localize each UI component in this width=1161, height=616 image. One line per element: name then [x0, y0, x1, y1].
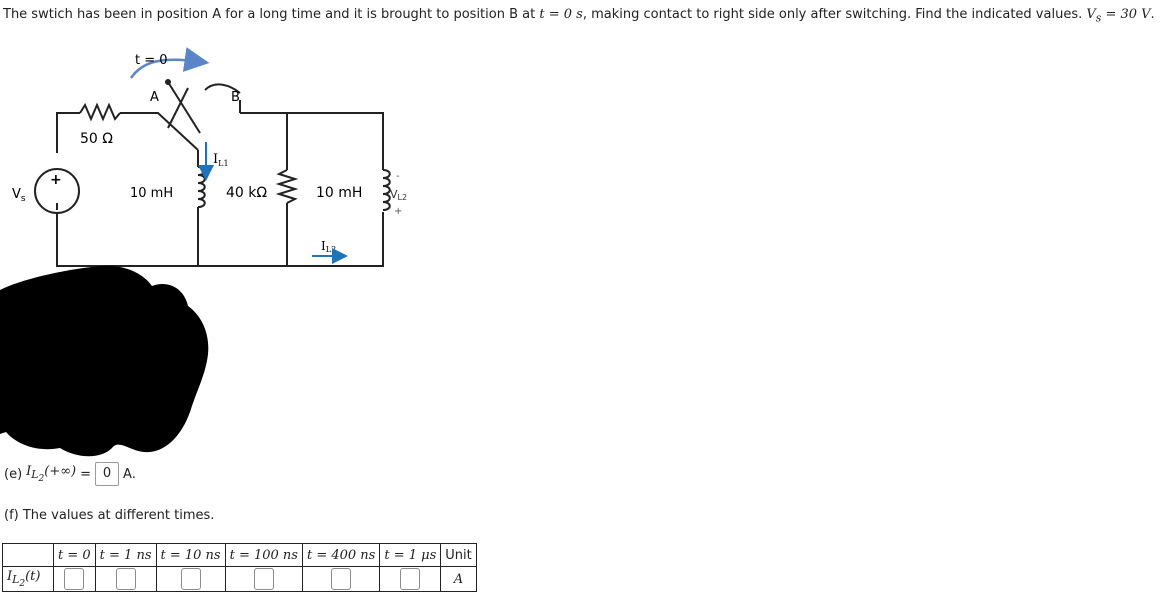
source-plus-sign: + [50, 172, 62, 188]
inductor-l2 [383, 170, 390, 210]
vl2-minus: - [396, 171, 400, 182]
prompt-end: . [1150, 7, 1155, 22]
b-top-wire [240, 113, 383, 170]
switch-a-wire [120, 113, 198, 150]
part-e-answer [4, 462, 136, 486]
resistor-50-ohm [80, 105, 120, 119]
vl2-plus: + [394, 206, 403, 217]
vl2-label [390, 188, 407, 202]
row-label [3, 567, 54, 592]
header-t10ns: t = 10 ns [156, 544, 225, 567]
switch-time-label: t = 0 [135, 53, 168, 68]
il1-label [213, 152, 229, 168]
row-label-subsub: 2 [19, 579, 26, 590]
r2-label: 40 kΩ [226, 185, 268, 201]
table-header-row [3, 544, 477, 567]
resistor-40k [279, 170, 295, 203]
input-t1us[interactable] [400, 568, 420, 590]
header-t0: t = 0 [54, 544, 96, 567]
part-e-sub: L [31, 468, 39, 482]
part-e-subsub: 2 [38, 474, 45, 485]
table-corner [3, 544, 54, 567]
inductor-l1 [198, 167, 205, 207]
vl2-sub: L2 [397, 193, 408, 202]
input-t100ns[interactable] [254, 568, 274, 590]
row-unit: A [441, 567, 476, 592]
switch-pivot [165, 79, 171, 85]
prompt-vs-symbol: V [1086, 7, 1096, 22]
header-t1us: t = 1 μs [380, 544, 441, 567]
cell-t10ns [156, 567, 225, 592]
part-e-answer-field[interactable]: 0 [95, 462, 119, 486]
table-row [3, 567, 477, 592]
prompt-time-eq: t = 0 s [539, 7, 583, 22]
cell-t100ns [225, 567, 302, 592]
cell-t1us [380, 567, 441, 592]
prompt-vs-eq [1086, 7, 1151, 25]
part-e-expression [26, 464, 76, 485]
values-table [2, 543, 477, 592]
cell-t0 [54, 567, 96, 592]
header-t100ns: t = 100 ns [225, 544, 302, 567]
input-t10ns[interactable] [181, 568, 201, 590]
part-e-var: I [26, 463, 32, 479]
problem-statement [3, 7, 1155, 25]
cell-t1ns [95, 567, 156, 592]
prompt-text-1: The swtich has been in position A for a long time and it is brought to position B at [3, 7, 540, 22]
il1-main: I [213, 152, 219, 167]
part-f-label: (f) The values at different times. [4, 508, 215, 523]
part-e-unit: A. [123, 466, 136, 482]
header-unit: Unit [441, 544, 476, 567]
row-label-arg: (t) [25, 568, 41, 584]
header-t400ns: t = 400 ns [302, 544, 379, 567]
source-label [12, 187, 26, 204]
prompt-vs-sub: s [1095, 11, 1102, 25]
cell-t400ns [302, 567, 379, 592]
left-top-wire [57, 113, 80, 153]
part-e-arg: (+∞) [44, 463, 77, 479]
prompt-vs-value: = 30 V [1101, 7, 1151, 22]
redaction-blob [0, 262, 215, 462]
vl2-main: V [390, 188, 398, 201]
row-label-sub: L [12, 573, 20, 587]
input-t1ns[interactable] [116, 568, 136, 590]
part-e-prefix: (e) [4, 466, 23, 482]
circuit-diagram [0, 40, 480, 270]
source-label-sub: s [20, 194, 26, 204]
header-t1ns: t = 1 ns [95, 544, 156, 567]
il1-sub: L1 [218, 159, 229, 168]
il2-sub: L2 [325, 245, 337, 254]
prompt-text-2: , making contact to right side only after switching. Find the indicated values. [582, 7, 1087, 22]
r1-label: 50 Ω [80, 131, 113, 147]
switch-pos-a: A [150, 90, 159, 105]
switch-pos-b: B [231, 90, 240, 105]
input-t0[interactable] [64, 568, 84, 590]
source-label-main: V [12, 187, 21, 202]
l2-label: 10 mH [316, 185, 363, 201]
il2-main: I [321, 239, 326, 253]
l1-label: 10 mH [130, 186, 174, 201]
row-label-var: I [7, 568, 13, 584]
il2-label [321, 239, 336, 254]
input-t400ns[interactable] [331, 568, 351, 590]
part-e-equals: = [80, 466, 92, 482]
